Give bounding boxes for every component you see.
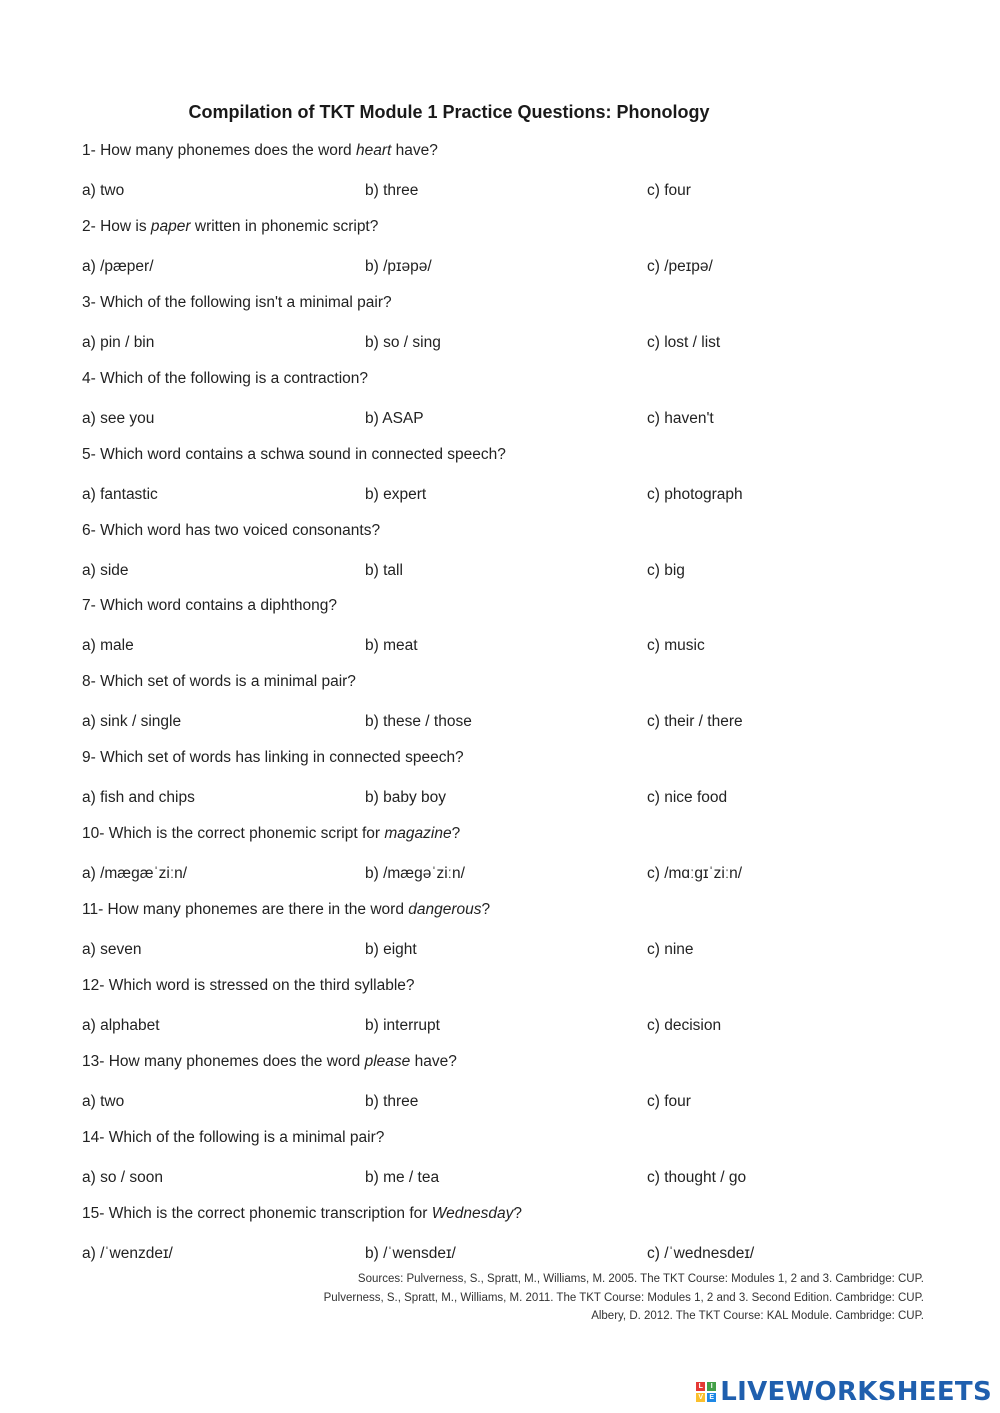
source-line: Albery, D. 2012. The TKT Course: KAL Module. Cambridge: CUP. (591, 1310, 924, 1322)
option-a: a) fantastic (82, 485, 158, 503)
question-keyword: paper (150, 217, 191, 235)
option-a: a) /ˈwenzdeɪ/ (82, 1244, 173, 1262)
question-text (82, 1053, 457, 1071)
question-text (82, 1129, 384, 1147)
question-suffix: ? (513, 1204, 522, 1222)
question-text (82, 370, 368, 388)
question-text (82, 218, 378, 236)
question-keyword: please (364, 1052, 411, 1070)
option-c: c) nice food (647, 789, 728, 807)
option-a: a) so / soon (82, 1168, 163, 1186)
option-c: c) /peɪpə/ (647, 257, 713, 275)
question-keyword: Wednesday (431, 1204, 514, 1222)
option-b: b) me / tea (365, 1168, 440, 1186)
question-suffix: ? (451, 825, 461, 843)
sources (324, 1270, 924, 1326)
option-c: c) four (647, 182, 691, 199)
source-line: Sources: Pulverness, S., Spratt, M., Williams, M. 2005. The TKT Course: Modules 1, 2 and 3. Cambridge: CUP. (357, 1273, 924, 1285)
logo-mark-letter: I (707, 1382, 716, 1391)
question-prefix: 8- Which set of words is a minimal pair? (82, 673, 356, 691)
question-text (82, 825, 460, 843)
option-a: a) pin / bin (82, 333, 155, 351)
logo-mark-letter: L (696, 1382, 705, 1391)
option-c: c) /mɑːgɪˈziːn/ (647, 865, 743, 883)
option-c: c) four (647, 1092, 691, 1110)
question-prefix: 15- Which is the correct phonemic transcription for (82, 1204, 432, 1222)
question-suffix: have? (410, 1052, 457, 1070)
question-text (82, 901, 490, 919)
option-b: b) ASAP (365, 409, 424, 427)
option-c: c) photograph (647, 485, 743, 503)
option-c: c) music (647, 637, 705, 655)
question-prefix: 6- Which word has two voiced consonants? (82, 521, 381, 539)
question-keyword: dangerous (408, 901, 482, 918)
logo-mark-icon (696, 1382, 716, 1402)
question-prefix: 4- Which of the following is a contraction? (82, 369, 369, 387)
question-text (82, 294, 392, 312)
question-text (82, 597, 337, 615)
option-b: b) interrupt (365, 1016, 440, 1034)
question-prefix: 10- Which is the correct phonemic script for (82, 825, 385, 843)
question-keyword: magazine (384, 825, 452, 843)
question-text (82, 749, 464, 767)
option-b: b) these / those (365, 713, 472, 731)
question-prefix: 5- Which word contains a schwa sound in connected speech? (82, 445, 506, 463)
question-prefix: 13- How many phonemes does the word (82, 1052, 365, 1070)
option-b: b) baby boy (365, 789, 446, 807)
option-c: c) thought / go (647, 1168, 747, 1186)
option-c: c) nine (647, 941, 694, 958)
option-a: a) /pæper/ (82, 257, 154, 275)
option-b: b) so / sing (365, 333, 441, 351)
option-a: a) male (82, 637, 134, 655)
question-text (82, 977, 415, 995)
option-a: a) sink / single (82, 713, 182, 731)
option-a: a) two (82, 182, 125, 199)
option-a: a) fish and chips (82, 789, 195, 807)
option-c: c) decision (647, 1016, 722, 1034)
question-suffix: ? (481, 901, 491, 918)
question-prefix: 7- Which word contains a diphthong? (82, 597, 338, 615)
option-b: b) three (365, 182, 419, 199)
option-a: a) side (82, 561, 129, 579)
question-text (82, 522, 380, 540)
option-b: b) expert (365, 485, 427, 503)
question-text (82, 673, 356, 691)
source-line: Pulverness, S., Spratt, M., Williams, M. 2011. The TKT Course: Modules 1, 2 and 3. Second Edition. Cambridge: CUP. (323, 1291, 924, 1304)
question-prefix: 2- How is (82, 217, 151, 235)
question-suffix: have? (391, 142, 438, 159)
option-c: c) their / there (647, 713, 743, 731)
question-prefix: 14- Which of the following is a minimal pair? (82, 1128, 385, 1146)
question-text (82, 142, 438, 160)
option-a: a) two (82, 1092, 125, 1110)
question-prefix: 12- Which word is stressed on the third syllable? (82, 976, 415, 994)
option-a: a) seven (82, 941, 142, 958)
option-b: b) three (365, 1092, 419, 1110)
option-c: c) lost / list (647, 333, 721, 351)
option-b: b) /ˈwensdeɪ/ (365, 1244, 456, 1262)
option-a: a) alphabet (82, 1016, 160, 1034)
question-suffix: written in phonemic script? (190, 217, 379, 235)
option-c: c) haven't (647, 409, 714, 427)
question-keyword: heart (355, 142, 392, 159)
page-title: Compilation of TKT Module 1 Practice Questions: Phonology (188, 102, 710, 122)
option-c: c) big (647, 561, 685, 579)
option-b: b) tall (365, 561, 403, 579)
liveworksheets-logo (696, 1377, 992, 1407)
option-a: a) see you (82, 409, 155, 427)
question-text (82, 446, 506, 464)
option-b: b) /mægəˈziːn/ (365, 865, 465, 883)
logo-mark-letter: V (696, 1393, 705, 1402)
option-b: b) meat (365, 637, 418, 655)
option-b: b) eight (365, 941, 417, 958)
question-prefix: 9- Which set of words has linking in connected speech? (82, 749, 464, 767)
question-prefix: 11- How many phonemes are there in the word (82, 901, 409, 918)
option-b: b) /pɪəpə/ (365, 257, 432, 275)
question-prefix: 1- How many phonemes does the word (82, 142, 356, 159)
question-prefix: 3- Which of the following isn't a minimal pair? (82, 293, 392, 311)
option-a: a) /mægæˈziːn/ (82, 865, 188, 883)
option-c: c) /ˈwednesdeɪ/ (647, 1244, 755, 1262)
logo-mark-letter: E (707, 1393, 716, 1402)
logo-text: LIVEWORKSHEETS (720, 1377, 992, 1407)
question-text (82, 1205, 522, 1223)
